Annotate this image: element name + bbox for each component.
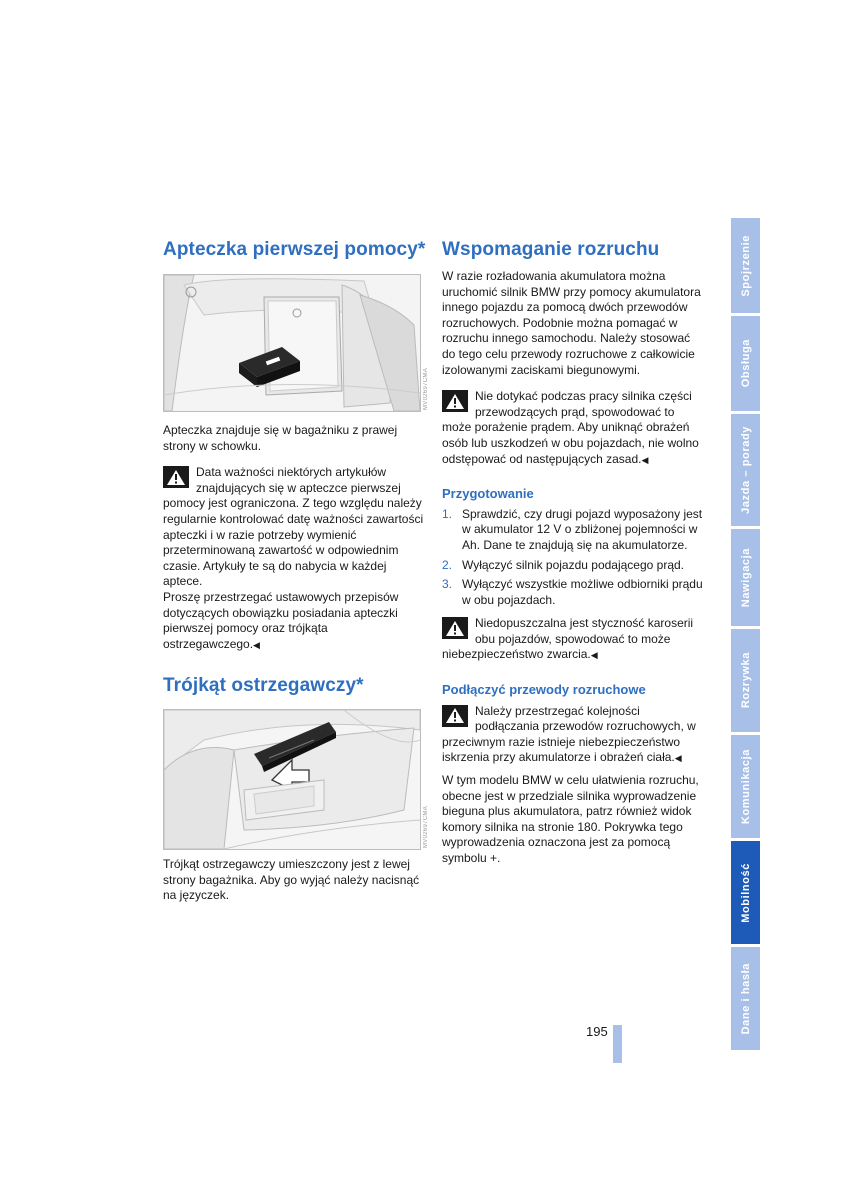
tab-komunikacja[interactable] — [731, 735, 760, 838]
figure-code: MV02697CMA — [423, 367, 429, 410]
warning-block — [163, 465, 425, 590]
warning-triangle-icon — [442, 390, 468, 412]
tab-label: Dane i hasła — [739, 962, 752, 1035]
paragraph: W tym modelu BMW w celu ułatwienia rozruchu, obecne jest w przedziale silnika wyprowadzenie bieguna plus akumulatora, patrz również widok komory silnika na stronie 180. Pokrywka tego wyprowadzenia oznaczona jest za pomocą symbolu +. — [442, 773, 699, 865]
tab-dane-i-hasla[interactable] — [731, 947, 760, 1050]
figure-first-aid-kit — [163, 274, 421, 412]
tab-label: Obsługa — [739, 339, 752, 388]
first-aid-kit-illustration — [164, 275, 420, 411]
warning-text: Data ważności niektórych artykułów znajdujących się w apteczce pierwszej pomocy jest ograniczona. Z tego względu należy regularnie kontrolować datę ważności zawartości apteczki i w razie potrzeby wymienić przeterminowaną zawartość w odpowiednim czasie. Artykuły te są do nabycia w każdej aptece. — [163, 465, 424, 589]
end-mark-icon: ◀ — [590, 650, 598, 661]
warning-triangle-icon — [442, 705, 468, 727]
end-mark-icon: ◀ — [674, 753, 682, 764]
tab-label: Jazda – porady — [739, 426, 752, 514]
figure-warning-triangle — [163, 709, 421, 850]
list-item — [442, 577, 704, 608]
tab-obsluga[interactable] — [731, 316, 760, 411]
tab-spojrzenie[interactable] — [731, 218, 760, 313]
tab-jazda-porady[interactable] — [731, 414, 760, 526]
warning-block — [442, 704, 704, 767]
step-text: Wyłączyć silnik pojazdu podającego prąd. — [462, 557, 685, 572]
paragraph: W razie rozładowania akumulatora można uruchomić silnik BMW przy pomocy akumulatora innego pojazdu za pomocą dwóch przewodów rozruchowych. Podobnie można pomagać w rozruchu innego samochodu. Należy stosować do tego celu przewody rozruchowe z całkowicie izolowanymi zaciskami biegunowymi. — [442, 269, 701, 377]
page-number: 195 — [586, 1024, 608, 1039]
step-text: Sprawdzić, czy drugi pojazd wyposażony jest w akumulator 12 V o zbliżonej pojemności w Ah. Dane te znajdują się na akumulatorze. — [462, 506, 703, 552]
step-text: Wyłączyć wszystkie możliwe odbiorniki prądu w obu pojazdach. — [462, 577, 703, 607]
heading-jump-start: Wspomaganie rozruchu — [442, 239, 660, 260]
paragraph: Trójkąt ostrzegawczy umieszczony jest z lewej strony bagażnika. Aby go wyjąć należy nacisnąć na języczek. — [163, 857, 420, 903]
step-number: 1. — [442, 506, 453, 521]
subheading-connect-cables: Podłączyć przewody rozruchowe — [442, 682, 646, 698]
paragraph: Proszę przestrzegać ustawowych przepisów dotyczących obowiązku posiadania apteczki pierwszej pomocy oraz trójkąta ostrzegawczego. — [163, 589, 399, 651]
warning-block — [442, 616, 704, 664]
warning-triangle-illustration — [164, 710, 420, 849]
tab-label: Spojrzenie — [739, 234, 752, 297]
warning-triangle-icon — [163, 466, 189, 488]
warning-block — [442, 389, 704, 468]
tab-label: Nawigacja — [739, 547, 752, 608]
end-mark-icon: ◀ — [641, 454, 649, 465]
step-number: 2. — [442, 557, 453, 572]
warning-text: Należy przestrzegać kolejności podłączania przewodów rozruchowych, w przeciwnym razie istnieje niebezpieczeństwo iskrzenia przy akumulatorze i obrażeń ciała. — [442, 703, 696, 765]
heading-first-aid-kit: Apteczka pierwszej pomocy* — [163, 239, 426, 260]
paragraph: Apteczka znajduje się w bagażniku z prawej strony w schowku. — [163, 423, 398, 453]
tab-mobilnosc[interactable] — [731, 841, 760, 944]
heading-warning-triangle: Trójkąt ostrzegawczy* — [163, 675, 364, 696]
tab-nawigacja[interactable] — [731, 529, 760, 626]
tab-label: Rozrywka — [739, 652, 752, 709]
tab-rozrywka[interactable] — [731, 629, 760, 732]
step-number: 3. — [442, 577, 453, 592]
steps-list — [442, 507, 704, 609]
tab-label: Mobilność — [739, 862, 752, 923]
warning-text: Niedopuszczalna jest styczność karoserii obu pojazdów, spowodować to może niebezpieczeństwo zwarcia. — [442, 616, 694, 662]
list-item — [442, 558, 704, 574]
subheading-preparation: Przygotowanie — [442, 486, 534, 502]
warning-text: Nie dotykać podczas pracy silnika części przewodzących prąd, spowodować to może porażenie prądem. Aby uniknąć obrażeń osób lub uszkodzeń w obu pojazdach, nie wolno odstępować od następujących zasad. — [442, 389, 699, 466]
section-tabs — [731, 218, 760, 1053]
end-mark-icon: ◀ — [253, 639, 260, 650]
list-item — [442, 507, 704, 554]
page-marker-bar — [613, 1025, 622, 1063]
warning-triangle-icon — [442, 617, 468, 639]
figure-code: MV02697CMA — [423, 805, 429, 848]
tab-label: Komunikacja — [739, 748, 752, 825]
